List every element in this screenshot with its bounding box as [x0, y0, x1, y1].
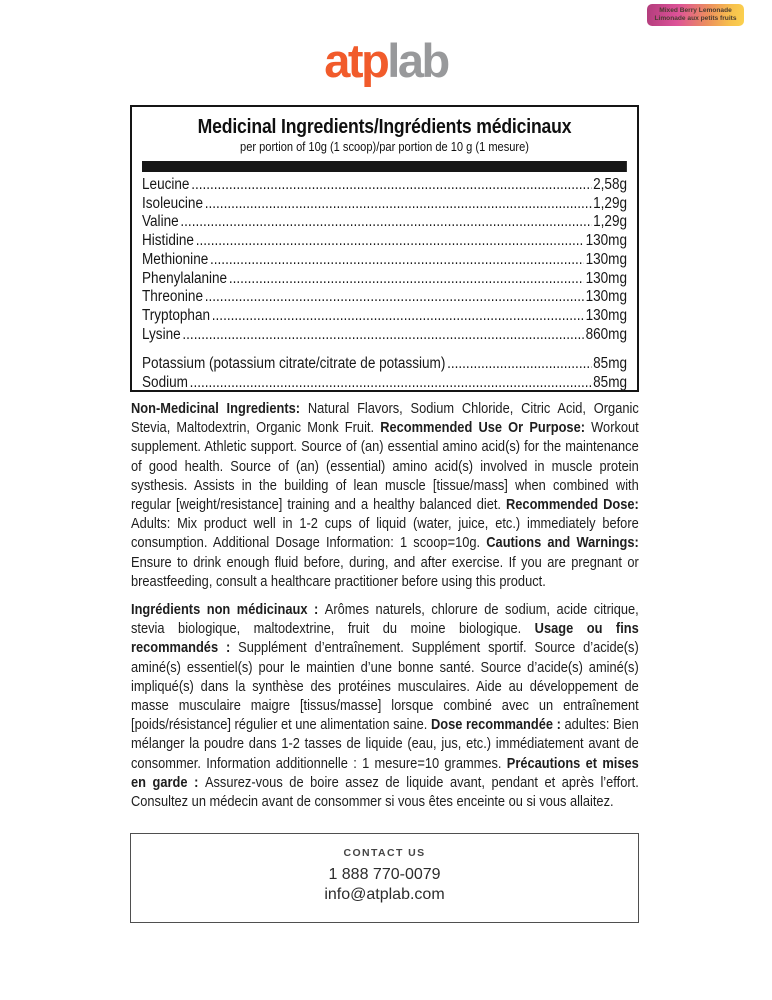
- logo-text-lab: lab: [387, 34, 448, 87]
- ingredient-row: [142, 270, 627, 289]
- ingredient-value: 1,29g: [593, 194, 628, 212]
- amino-acid-rows: [142, 176, 627, 344]
- dot-leader: [205, 288, 584, 307]
- directions-label: Dose recommandée :: [430, 717, 565, 734]
- ingredient-name: Histidine: [142, 232, 194, 250]
- directions-french: [131, 601, 639, 812]
- directions-text: Supplément d’entraînement. Supplément sportif. Source d’acide(s) aminé(s) essentiel(s) pour le maintien d’une bonne santé. Source d’acide(s) aminé(s) impliqué(s) dans la synthèse des protéines musculaires. Aide au développement de masse musculaire maigre [tissus/masse] lorsque combiné avec un entraînement [poids/résistance] régulier et une alimentation saine.: [131, 640, 639, 734]
- ingredient-name: Potassium (potassium citrate/citrate de potassium): [142, 355, 446, 373]
- dot-leader: [212, 307, 584, 326]
- dot-leader: [447, 355, 591, 374]
- dot-leader: [191, 176, 591, 195]
- directions-text: Adults: Mix product well in 1-2 cups of liquid (water, juice, etc.) immediately before consumption. Additional Dosage Information: 1 scoop=10g.: [131, 516, 639, 552]
- ingredient-row: [142, 326, 627, 345]
- divider-bar: [142, 161, 627, 172]
- directions-label: Recommended Use Or Purpose:: [380, 420, 592, 437]
- ingredient-name: Lysine: [142, 325, 181, 343]
- ingredient-value: 130mg: [585, 269, 628, 287]
- directions-label: Recommended Dose:: [506, 497, 639, 514]
- ingredient-row: [142, 374, 627, 393]
- directions-english: [131, 400, 639, 592]
- mineral-rows: [142, 355, 627, 392]
- ingredient-value: 85mg: [593, 374, 628, 392]
- ingredient-name: Phenylalanine: [142, 269, 228, 287]
- ingredient-name: Valine: [142, 213, 179, 231]
- flavor-badge: [647, 4, 744, 26]
- medicinal-ingredients-panel: [130, 105, 639, 392]
- panel-content: [142, 116, 627, 393]
- directions-text: Arômes naturels, chlorure de sodium, acide citrique, stevia biologique, maltodextrine, fruit du moine biologique.: [131, 602, 639, 638]
- directions-label: Usage ou fins recommandés :: [131, 621, 639, 657]
- ingredient-name: Tryptophan: [142, 306, 211, 324]
- directions-label: Non-Medicinal Ingredients:: [131, 401, 308, 417]
- ingredient-name: Leucine: [142, 176, 190, 193]
- contact-box: [130, 833, 639, 923]
- ingredient-value: 130mg: [585, 288, 628, 306]
- directions-text: Assurez-vous de boire assez de liquide avant, pendant et après l’effort. Consultez un médecin avant de consommer si vous êtes enceinte ou si vous allaitez.: [131, 774, 639, 811]
- dot-leader: [190, 374, 592, 393]
- directions-text: Natural Flavors, Sodium Chloride, Citric Acid, Organic Stevia, Maltodextrin, Organic Monk Fruit.: [131, 401, 639, 437]
- ingredient-row: [142, 213, 627, 232]
- ingredient-row: [142, 232, 627, 251]
- panel-title: Medicinal Ingredients/Ingrédients médicinaux: [197, 116, 572, 138]
- directions-text: Workout supplement. Athletic support. Source of (an) essential amino acid(s) for the maintenance of good health. Source of (an) (essential) amino acid(s) involved in muscle protein systhesis. Assists in the building of lean muscle [tissue/mass] when combined with regular [weight/resistance] training and a healthy balanced diet.: [131, 420, 639, 514]
- dot-leader: [229, 270, 584, 289]
- directions-label: Cautions and Warnings:: [486, 535, 639, 552]
- ingredient-row: [142, 307, 627, 326]
- ingredient-name: Sodium: [142, 374, 188, 392]
- ingredient-row: [142, 355, 627, 374]
- logo-text-atp: atp: [324, 34, 388, 87]
- ingredient-row: [142, 195, 627, 214]
- ingredient-value: 2,58g: [593, 176, 628, 193]
- ingredient-value: 85mg: [593, 355, 628, 373]
- ingredient-name: Methionine: [142, 250, 209, 268]
- flavor-name-en: Mixed Berry Lemonade: [659, 7, 732, 14]
- ingredient-value: 1,29g: [593, 213, 628, 231]
- contact-email: info@atplab.com: [324, 886, 445, 903]
- directions-label: Précautions et mises en garde :: [131, 755, 639, 791]
- flavor-name-fr: Limonade aux petits fruits: [654, 14, 737, 22]
- ingredient-name: Threonine: [142, 288, 203, 306]
- directions-text: adultes: Bien mélanger la poudre dans 1-2 tasses de liquide (eau, jus, etc.) immédiatement avant de consommer. Information additionnelle : 1 mesure=10 grammes.: [131, 717, 639, 772]
- ingredient-value: 130mg: [585, 232, 628, 250]
- ingredient-value: 130mg: [585, 306, 628, 324]
- dot-leader: [182, 326, 583, 345]
- ingredient-row: [142, 176, 627, 195]
- contact-phone: 1 888 770-0079: [328, 866, 441, 883]
- dot-leader: [210, 251, 584, 270]
- panel-subtitle: per portion of 10g (1 scoop)/par portion de 10 g (1 mesure): [240, 140, 529, 154]
- contact-heading: CONTACT US: [343, 847, 426, 859]
- dot-leader: [205, 195, 592, 214]
- directions-label: Ingrédients non médicinaux :: [131, 602, 325, 618]
- ingredient-row: [142, 288, 627, 307]
- ingredient-value: 130mg: [585, 250, 628, 268]
- ingredient-row: [142, 251, 627, 270]
- dot-leader: [196, 232, 584, 251]
- brand-logo: [0, 34, 772, 87]
- ingredient-value: 860mg: [585, 325, 628, 343]
- directions-text: Ensure to drink enough fluid before, during, and after exercise. If you are pregnant or breastfeeding, consult a healthcare practitioner before using this product.: [131, 554, 639, 590]
- dot-leader: [180, 213, 591, 232]
- ingredient-name: Isoleucine: [142, 194, 203, 212]
